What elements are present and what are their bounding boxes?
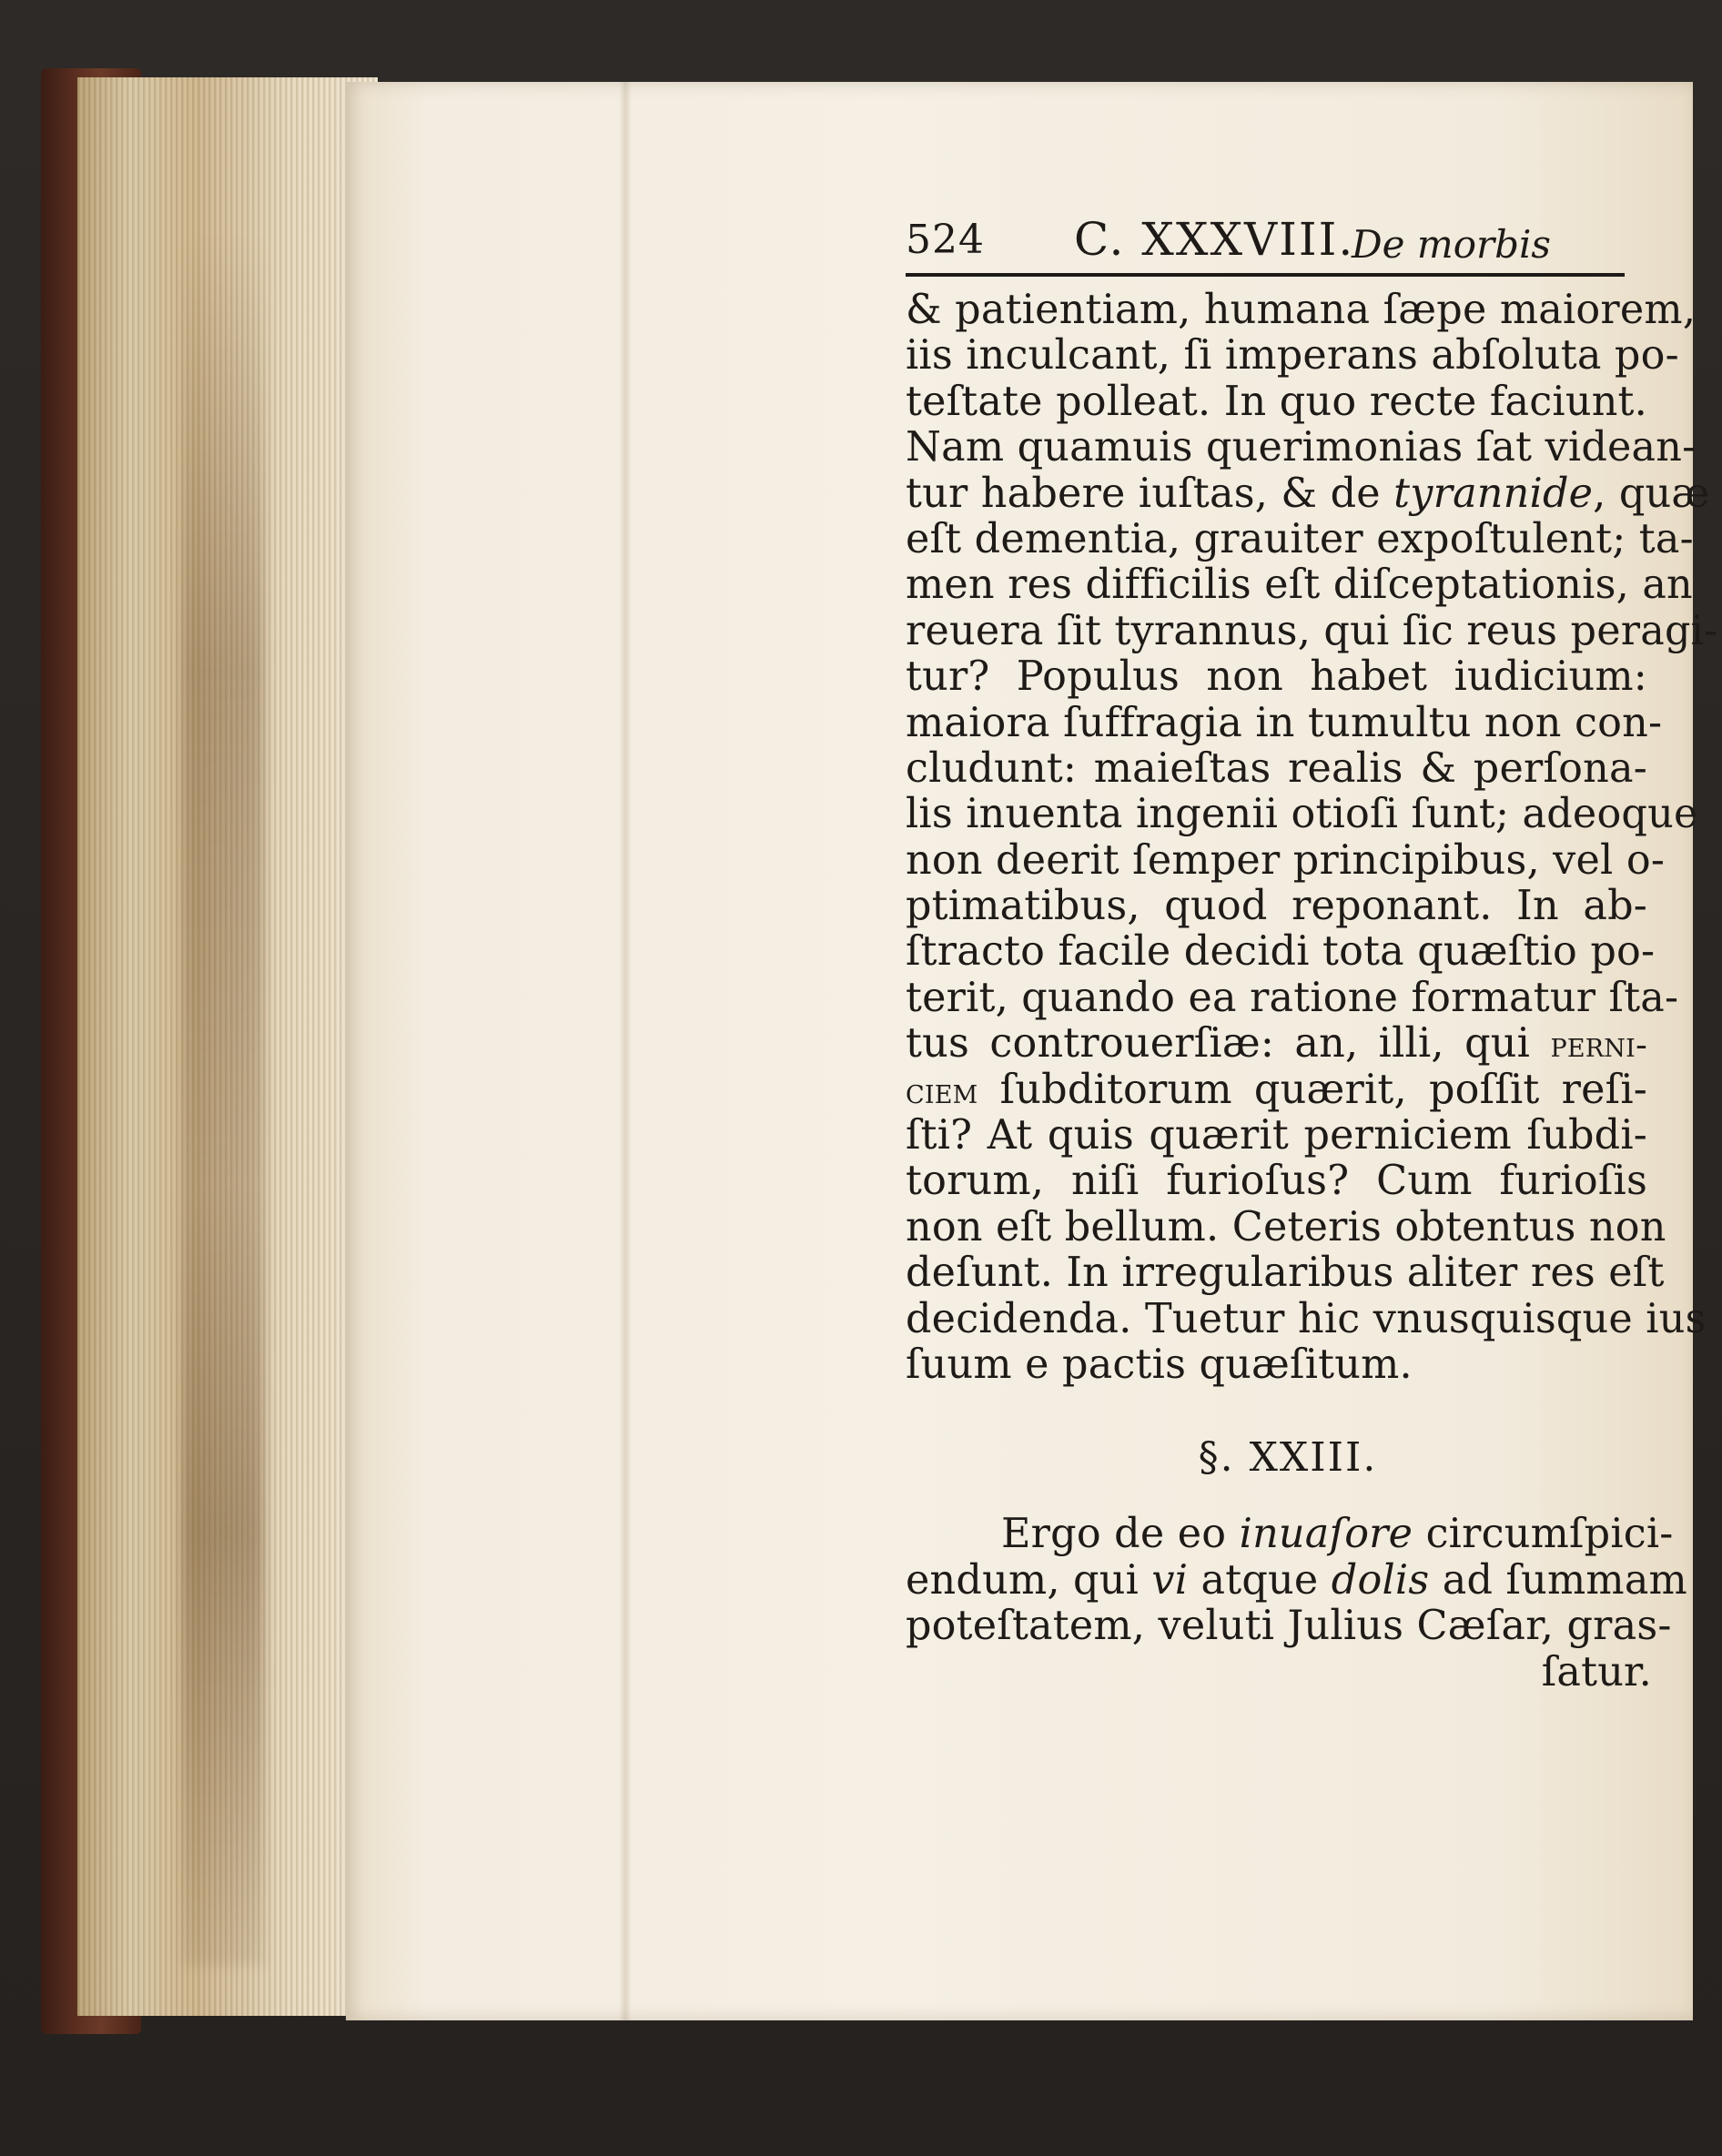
- text-line: teſtate polleat. In quo recte faciunt.: [906, 378, 1647, 425]
- text-line: [906, 1068, 1647, 1113]
- text-span: tur habere iuſtas, & de: [906, 470, 1381, 517]
- italic-word: dolis: [1331, 1556, 1430, 1604]
- text-line: ſuum e pactis quæſitum.: [906, 1341, 1413, 1388]
- text-line: tur? Populus non habet iudicium:: [906, 653, 1647, 701]
- text-span: Ergo de eo: [1001, 1511, 1227, 1558]
- text-line: Nam quamuis querimonias ſat videan-: [906, 424, 1697, 471]
- text-line: reuera ſit tyrannus, qui ſic reus peragi-: [906, 607, 1718, 654]
- text-line: ſatur.: [1541, 1648, 1652, 1695]
- section-text: [906, 1511, 1687, 1695]
- small-caps-word: ciem: [906, 1070, 978, 1111]
- running-head: [906, 209, 1625, 277]
- body-text: [906, 287, 1718, 1388]
- text-line: [906, 1021, 1647, 1067]
- text-line: & patientiam, humana ſæpe maiorem,: [906, 287, 1697, 333]
- text-span: ſubditorum quærit, poſſit reſi-: [999, 1066, 1647, 1113]
- text-line: poteſtatem, veluti Julius Cæſar, gras-: [906, 1603, 1672, 1650]
- italic-word: tyrannide: [1393, 470, 1594, 517]
- italic-word: vi: [1151, 1556, 1189, 1604]
- text-line: torum, niſi furioſus? Cum furioſis: [906, 1158, 1647, 1205]
- text-line: [906, 470, 1710, 517]
- text-line: non eſt bellum. Ceteris obtentus non: [906, 1203, 1666, 1250]
- text-line: iis inculcant, ſi imperans abſoluta po-: [906, 332, 1679, 380]
- page-gutter: [619, 82, 632, 2020]
- italic-word: inuaſore: [1239, 1511, 1413, 1558]
- text-line: ptimatibus, quod reponant. In ab-: [906, 883, 1647, 930]
- text-line: lis inuenta ingenii otioſi ſunt; adeoque: [906, 791, 1698, 838]
- text-line: ſti? At quis quærit perniciem ſubdi-: [906, 1112, 1647, 1159]
- text-line: eſt dementia, grauiter expoſtulent; ta-: [906, 515, 1694, 562]
- text-span: ad ſummam: [1442, 1556, 1687, 1604]
- text-line: terit, quando ea ratione formatur ſta-: [906, 974, 1679, 1021]
- text-line: [906, 1556, 1687, 1604]
- text-span: circumſpici-: [1425, 1511, 1674, 1558]
- chapter-number: C. XXXVIII.: [1074, 213, 1355, 266]
- chapter-title: De morbis: [1352, 222, 1551, 267]
- page-number: 524: [906, 217, 985, 263]
- edge-stain: [182, 237, 264, 1966]
- text-line: decidenda. Tuetur hic vnusquisque ius: [906, 1295, 1707, 1342]
- text-line: non deerit ſemper principibus, vel o-: [906, 836, 1666, 884]
- small-caps-word: perni-: [1550, 1025, 1647, 1066]
- text-span: , quæ: [1593, 470, 1710, 517]
- text-line: deſunt. In irregularibus aliter res eſt: [906, 1250, 1665, 1297]
- page-text: [906, 209, 1718, 1695]
- text-line: men res difficilis eſt diſceptationis, an: [906, 562, 1693, 609]
- text-span: tus controuerſiæ: an, illi, qui: [906, 1020, 1531, 1068]
- section-heading: §. XXIII.: [1198, 1434, 1378, 1482]
- text-span: atque: [1200, 1556, 1319, 1604]
- text-line: [906, 1511, 1674, 1558]
- text-span: endum, qui: [906, 1556, 1140, 1604]
- text-line: ſtracto facile decidi tota quæſtio po-: [906, 928, 1656, 976]
- text-line: maiora ſuffragia in tumultu non con-: [906, 699, 1663, 746]
- text-line: cludunt: maieſtas realis & perſona-: [906, 744, 1647, 792]
